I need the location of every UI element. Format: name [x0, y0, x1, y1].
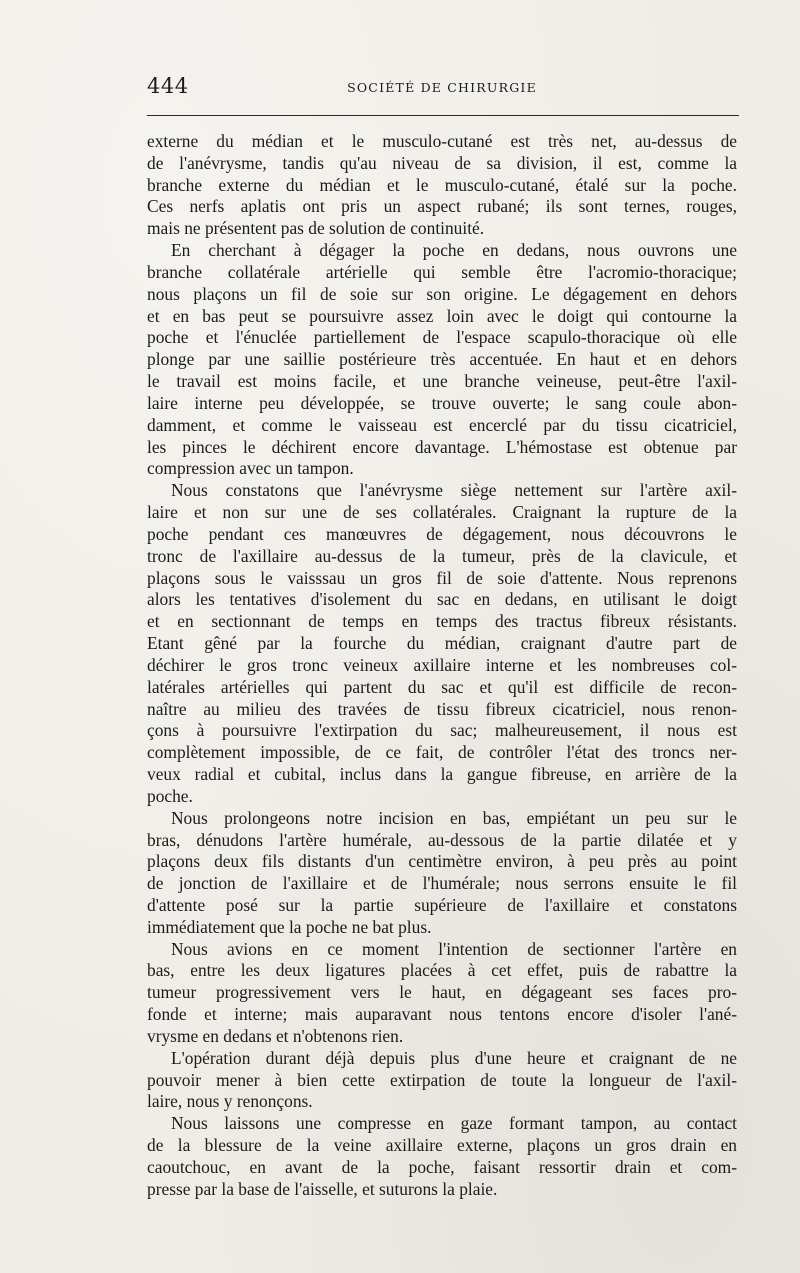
text-line: poche pendant ces manœuvres de dégagement, nous découvrons le — [147, 523, 737, 544]
text-line: latérales artérielles qui partent du sac et qu'il est difficile de recon- — [147, 676, 737, 697]
text-line: d'attente posé sur la partie supérieure de l'axillaire et constatons — [147, 894, 737, 915]
body-text — [147, 131, 737, 1201]
text-line: de la blessure de la veine axillaire externe, plaçons un gros drain en — [147, 1135, 737, 1156]
text-line: complètement impossible, de ce fait, de contrôler l'état des troncs ner- — [147, 742, 737, 763]
running-title: SOCIÉTÉ DE CHIRURGIE — [347, 80, 537, 95]
text-line: damment, et comme le vaisseau est encerclé par du tissu cicatriciel, — [147, 414, 737, 435]
text-line: nous plaçons un fil de soie sur son origine. Le dégagement en dehors — [147, 283, 737, 304]
text-line: laire interne peu développée, se trouve ouverte; le sang coule abon- — [147, 392, 737, 413]
text-line: En cherchant à dégager la poche en dedans, nous ouvrons une — [171, 240, 737, 261]
text-line: fonde et interne; mais auparavant nous tentons encore d'isoler l'ané- — [147, 1004, 737, 1025]
text-line: de l'anévrysme, tandis qu'au niveau de sa division, il est, comme la — [147, 152, 737, 173]
text-line: pouvoir mener à bien cette extirpation de toute la longueur de l'axil- — [147, 1069, 737, 1090]
text-line: alors les tentatives d'isolement du sac en dedans, en utilisant le doigt — [147, 589, 737, 610]
text-line: externe du médian et le musculo-cutané est très net, au-dessus de — [147, 131, 737, 151]
text-line: plaçons sous le vaisssau un gros fil de soie d'attente. Nous reprenons — [147, 567, 737, 588]
text-line: et en sectionnant de temps en temps des tractus fibreux résistants. — [147, 611, 737, 632]
text-line: Nous constatons que l'anévrysme siège nettement sur l'artère axil- — [171, 480, 737, 501]
text-line: çons à poursuivre l'extirpation du sac; malheureusement, il nous est — [147, 720, 737, 741]
text-line: veux radial et cubital, inclus dans la gangue fibreuse, en arrière de la — [147, 764, 737, 785]
text-line: Nous laissons une compresse en gaze formant tampon, au contact — [171, 1113, 737, 1134]
text-line: mais ne présentent pas de solution de continuité. — [147, 218, 485, 239]
text-line: laire et non sur une de ses collatérales. Craignant la rupture de la — [147, 502, 737, 523]
page-header — [147, 74, 737, 104]
text-line: Nous prolongeons notre incision en bas, empiétant un peu sur le — [171, 807, 737, 828]
text-line: branche externe du médian et le musculo-cutané, étalé sur la poche. — [147, 174, 737, 195]
text-line: tumeur progressivement vers le haut, en dégageant ses faces pro- — [147, 982, 737, 1003]
text-line: Ces nerfs aplatis ont pris un aspect rubané; ils sont ternes, rouges, — [147, 196, 737, 217]
text-line: compression avec un tampon. — [147, 458, 354, 479]
text-line: et en bas peut se poursuivre assez loin avec le doigt qui contourne la — [147, 305, 737, 326]
text-line: poche. — [147, 785, 193, 806]
text-line: poche et l'énuclée partiellement de l'espace scapulo-thoracique où elle — [147, 327, 737, 348]
text-line: tronc de l'axillaire au-dessus de la tumeur, près de la clavicule, et — [147, 545, 737, 566]
text-line: les pinces le déchirent encore davantage. L'hémostase est obtenue par — [147, 436, 737, 457]
text-line: bas, entre les deux ligatures placées à cet effet, puis de rabattre la — [147, 960, 737, 981]
text-line: de jonction de l'axillaire et de l'humérale; nous serrons ensuite le fil — [147, 873, 737, 894]
text-line: Etant gêné par la fourche du médian, craignant d'autre part de — [147, 633, 737, 654]
text-line: bras, dénudons l'artère humérale, au-dessous de la partie dilatée et y — [147, 829, 737, 850]
text-line: L'opération durant déjà depuis plus d'une heure et craignant de ne — [171, 1047, 737, 1068]
text-line: déchirer le gros tronc veineux axillaire interne et les nombreuses col- — [147, 654, 737, 675]
page-number: 444 — [147, 74, 189, 98]
text-line: naître au milieu des travées de tissu fibreux cicatriciel, nous renon- — [147, 698, 737, 719]
text-line: plonge par une saillie postérieure très accentuée. En haut et en dehors — [147, 349, 737, 370]
text-line: le travail est moins facile, et une branche veineuse, peut-être l'axil- — [147, 371, 737, 392]
text-line: immédiatement que la poche ne bat plus. — [147, 916, 432, 937]
text-line: plaçons deux fils distants d'un centimètre environ, à peu près au point — [147, 851, 737, 872]
text-line: caoutchouc, en avant de la poche, faisant ressortir drain et com- — [147, 1156, 737, 1177]
text-line: vrysme en dedans et n'obtenons rien. — [147, 1025, 404, 1046]
text-line: Nous avions en ce moment l'intention de sectionner l'artère en — [171, 938, 737, 959]
header-rule — [147, 115, 739, 116]
text-line: laire, nous y renonçons. — [147, 1091, 313, 1112]
text-line: branche collatérale artérielle qui semble être l'acromio-thoracique; — [147, 261, 737, 282]
text-line: presse par la base de l'aisselle, et suturons la plaie. — [147, 1178, 498, 1199]
